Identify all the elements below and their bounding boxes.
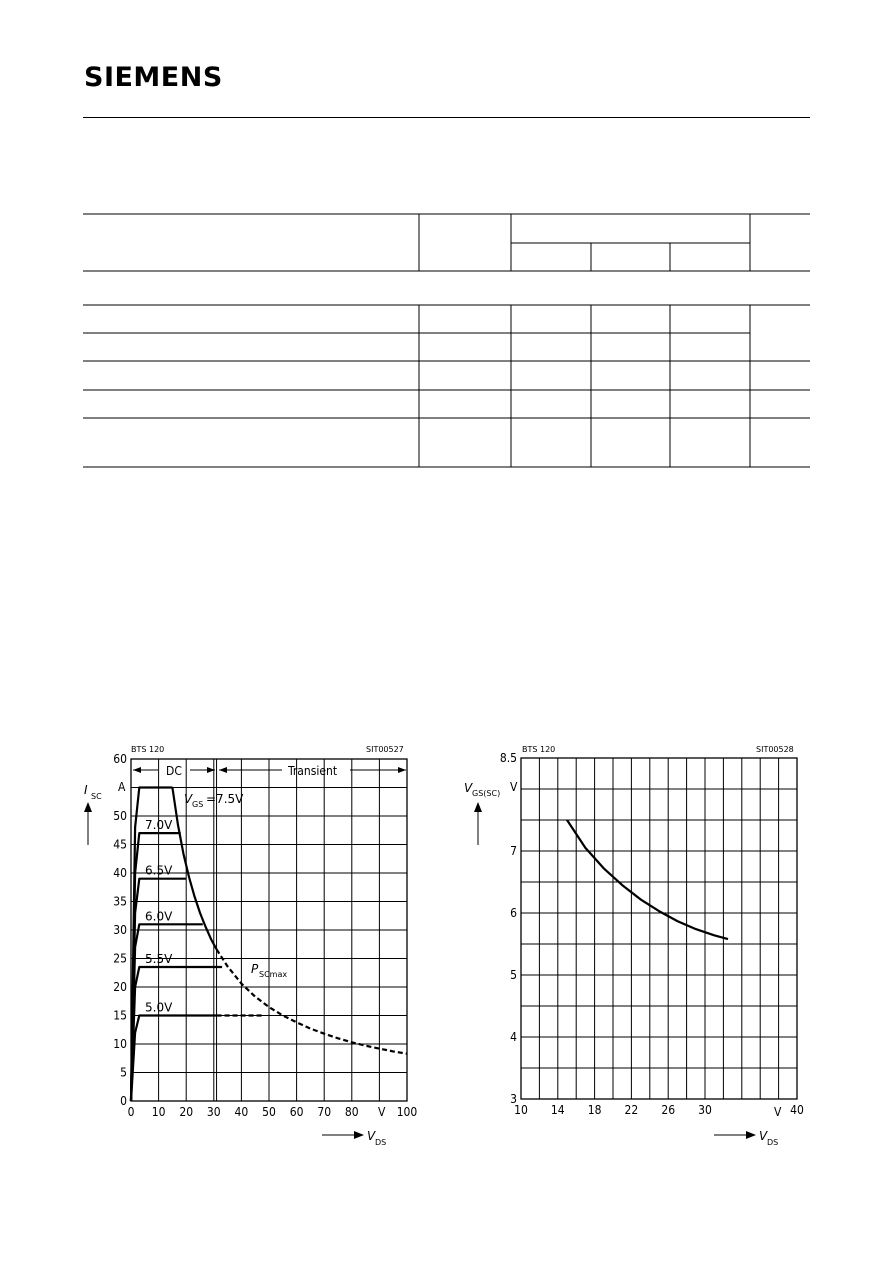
- x-tick-label: 40: [790, 1103, 804, 1117]
- y-tick-label: 30: [113, 923, 127, 937]
- x-tick-label: 60: [289, 1105, 304, 1119]
- right-x-ticks: [514, 1103, 804, 1117]
- x-tick-label: 10: [514, 1103, 528, 1117]
- right-device-label: BTS 120: [522, 745, 556, 754]
- right-y-arrow-head: [474, 802, 482, 812]
- left-figure-id: SIT00527: [366, 745, 404, 754]
- pscmax-label-sub: SCmax: [259, 970, 288, 979]
- series-line: [131, 1016, 217, 1102]
- series-label: 6.5V: [145, 863, 173, 878]
- y-tick-label: 0: [120, 1094, 127, 1108]
- x-tick-label: 0: [127, 1105, 135, 1119]
- right-y-unit: V: [510, 780, 518, 794]
- left-y-arrow-head: [84, 802, 92, 812]
- y-tick-label: 7: [510, 844, 517, 858]
- left-ylabel-sub: SC: [91, 792, 102, 801]
- isc-vs-vds-chart: [84, 745, 417, 1147]
- left-y-unit: A: [118, 780, 126, 794]
- x-tick-label: 50: [262, 1105, 276, 1119]
- left-device-label: BTS 120: [131, 745, 165, 754]
- x-tick-label: 40: [234, 1105, 249, 1119]
- y-tick-label: 45: [113, 837, 127, 852]
- x-tick-label: 18: [587, 1103, 602, 1117]
- vgs-label-value: =7.5V: [206, 792, 244, 806]
- y-tick-label: 15: [113, 1008, 127, 1023]
- series-label: 5.5V: [145, 952, 173, 967]
- series-label: 6.0V: [145, 909, 173, 924]
- y-tick-label: 25: [113, 951, 127, 966]
- left-x-unit: V: [378, 1105, 386, 1119]
- series-line: [131, 788, 172, 1102]
- x-tick-label: 70: [317, 1105, 332, 1119]
- pscmax-label-main: P: [251, 962, 259, 976]
- y-tick-label: 20: [113, 980, 127, 994]
- x-tick-label: 26: [661, 1103, 676, 1117]
- right-x-arrow-head: [746, 1131, 756, 1139]
- left-grid: [131, 759, 407, 1101]
- right-y-ticks: [500, 751, 517, 1106]
- left-x-ticks: [128, 1105, 418, 1119]
- right-x-unit: V: [774, 1105, 782, 1119]
- y-tick-label: 35: [113, 894, 127, 909]
- plot-frame: [521, 758, 797, 1099]
- vgs-sc-vs-vds-chart: [464, 745, 804, 1147]
- left-ylabel-main: I: [84, 783, 88, 797]
- series-line: [217, 949, 407, 1053]
- right-curves: [567, 820, 728, 939]
- y-tick-label: 40: [113, 866, 127, 880]
- y-tick-label: 3: [510, 1092, 517, 1106]
- y-tick-label: 6: [510, 906, 517, 920]
- x-tick-label: 80: [344, 1105, 359, 1119]
- x-tick-label: 10: [151, 1105, 166, 1119]
- right-figure-id: SIT00528: [756, 745, 794, 754]
- x-tick-label: 100: [396, 1105, 418, 1119]
- y-tick-label: 4: [510, 1030, 517, 1044]
- left-x-arrow-head: [354, 1131, 364, 1139]
- siemens-logo: SIEMENS: [84, 62, 223, 93]
- right-xlabel-main: V: [759, 1129, 768, 1143]
- spec-table: [83, 214, 810, 467]
- x-tick-label: 14: [550, 1103, 565, 1117]
- right-ylabel-main: V: [464, 781, 473, 795]
- x-tick-label: 30: [698, 1103, 712, 1117]
- region-transient-label: Transient: [288, 764, 338, 778]
- y-tick-label: 60: [113, 752, 127, 766]
- y-tick-label: 50: [113, 809, 127, 823]
- series-label: 7.0V: [145, 818, 173, 833]
- vgs-label-sub: GS: [192, 800, 204, 809]
- left-xlabel-sub: DS: [375, 1138, 387, 1147]
- series-line: [567, 820, 728, 939]
- x-tick-label: 20: [179, 1105, 194, 1119]
- right-grid: [521, 758, 797, 1099]
- right-xlabel-sub: DS: [767, 1138, 779, 1147]
- region-dc-label: DC: [166, 764, 182, 778]
- vgs-label-main: V: [184, 792, 193, 806]
- y-tick-label: 5: [120, 1065, 127, 1080]
- y-tick-label: 8.5: [499, 751, 517, 765]
- x-tick-label: 22: [624, 1103, 639, 1117]
- y-tick-label: 5: [510, 968, 517, 982]
- left-y-ticks: [113, 752, 127, 1108]
- y-tick-label: 10: [113, 1037, 127, 1051]
- left-xlabel-main: V: [367, 1129, 376, 1143]
- series-label: 5.0V: [145, 1000, 173, 1015]
- right-ylabel-sub: GS(SC): [472, 789, 501, 798]
- x-tick-label: 30: [206, 1105, 221, 1119]
